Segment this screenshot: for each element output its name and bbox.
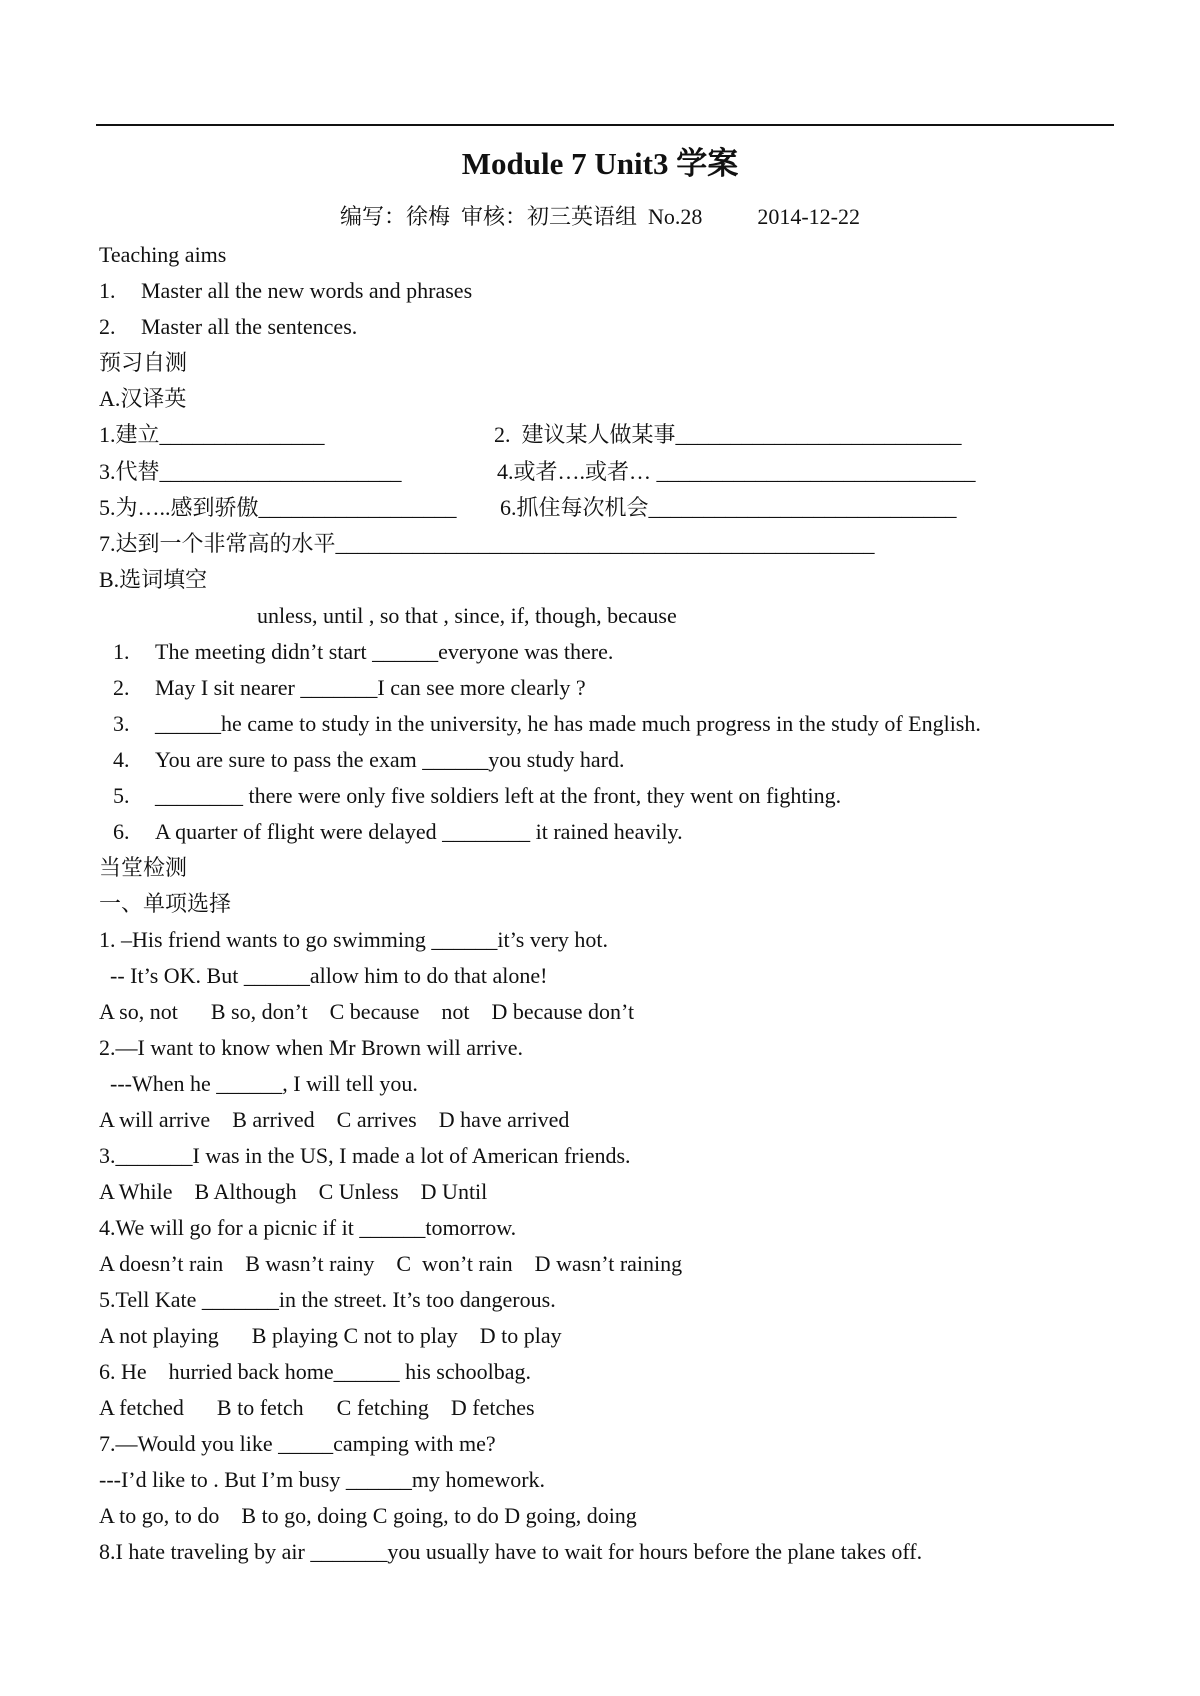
word-bank: unless, until , so that , since, if, though, because [257, 603, 677, 628]
question-line: 8.I hate traveling by air _______you usually have to wait for hours before the plane takes off. [99, 1539, 923, 1564]
answer-options: A While B Although C Unless D Until [99, 1179, 488, 1204]
answer-options: A doesn’t rain B wasn’t rainy C won’t rain D wasn’t raining [99, 1251, 683, 1276]
answer-options: A fetched B to fetch C fetching D fetches [99, 1395, 535, 1420]
preview-heading: 预习自测 [99, 350, 188, 375]
question-line: 3._______I was in the US, I made a lot of American friends. [99, 1143, 631, 1168]
page-subtitle [0, 203, 1200, 231]
fill-item: 1. The meeting didn’t start ______everyone was there. [113, 639, 614, 664]
question-line: -- It’s OK. But ______allow him to do that alone! [99, 963, 548, 988]
translation-item: 6.抓住每次机会____________________________ [500, 495, 957, 520]
header-rule [96, 124, 1114, 126]
page-title: Module 7 Unit3 学案 [461, 146, 739, 181]
translation-item: 1.建立_______________ [99, 422, 325, 447]
question-line: ---I’d like to . But I’m busy ______my homework. [99, 1467, 546, 1492]
test-heading: 当堂检测 [99, 855, 188, 880]
fill-item: 4. You are sure to pass the exam ______you study hard. [113, 747, 625, 772]
question-line: ---When he ______, I will tell you. [99, 1071, 418, 1096]
question-line: 6. He hurried back home______ his schoolbag. [99, 1359, 531, 1384]
answer-options: A will arrive B arrived C arrives D have arrived [99, 1107, 570, 1132]
fill-item: 6. A quarter of flight were delayed ________ it rained heavily. [113, 819, 683, 844]
date: 2014-12-22 [757, 204, 861, 229]
author-info: 编写：徐梅 审核：初三英语组 No.28 [339, 204, 703, 229]
part-b-heading: B.选词填空 [99, 567, 208, 592]
aim-item: 1. Master all the new words and phrases [99, 278, 473, 303]
answer-options: A not playing B playing C not to play D to play [99, 1323, 562, 1348]
question-line: 5.Tell Kate _______in the street. It’s too dangerous. [99, 1287, 556, 1312]
translation-item: 4.或者….或者… _____________________________ [497, 459, 976, 484]
aim-item: 2. Master all the sentences. [99, 314, 358, 339]
part-a-heading: A.汉译英 [99, 386, 187, 411]
question-line: 4.We will go for a picnic if it ______tomorrow. [99, 1215, 517, 1240]
fill-item: 5. ________ there were only five soldiers left at the front, they went on fighting. [113, 783, 842, 808]
question-line: 1. –His friend wants to go swimming ______it’s very hot. [99, 927, 609, 952]
translation-item: 5.为…..感到骄傲__________________ [99, 495, 457, 520]
answer-options: A so, not B so, don’t C because not D because don’t [99, 999, 635, 1024]
question-line: 2.—I want to know when Mr Brown will arrive. [99, 1035, 524, 1060]
translation-item: 3.代替______________________ [99, 459, 402, 484]
aims-heading: Teaching aims [99, 242, 227, 267]
section-heading: 一、单项选择 [99, 891, 232, 916]
fill-item: 2. May I sit nearer _______I can see more clearly ? [113, 675, 586, 700]
translation-item: 7.达到一个非常高的水平_________________________________________________ [99, 531, 875, 556]
question-line: 7.—Would you like _____camping with me? [99, 1431, 496, 1456]
fill-item: 3. ______he came to study in the university, he has made much progress in the study of English. [113, 711, 981, 736]
translation-item: 2. 建议某人做某事__________________________ [494, 422, 962, 447]
answer-options: A to go, to do B to go, doing C going, to do D going, doing [99, 1503, 637, 1528]
